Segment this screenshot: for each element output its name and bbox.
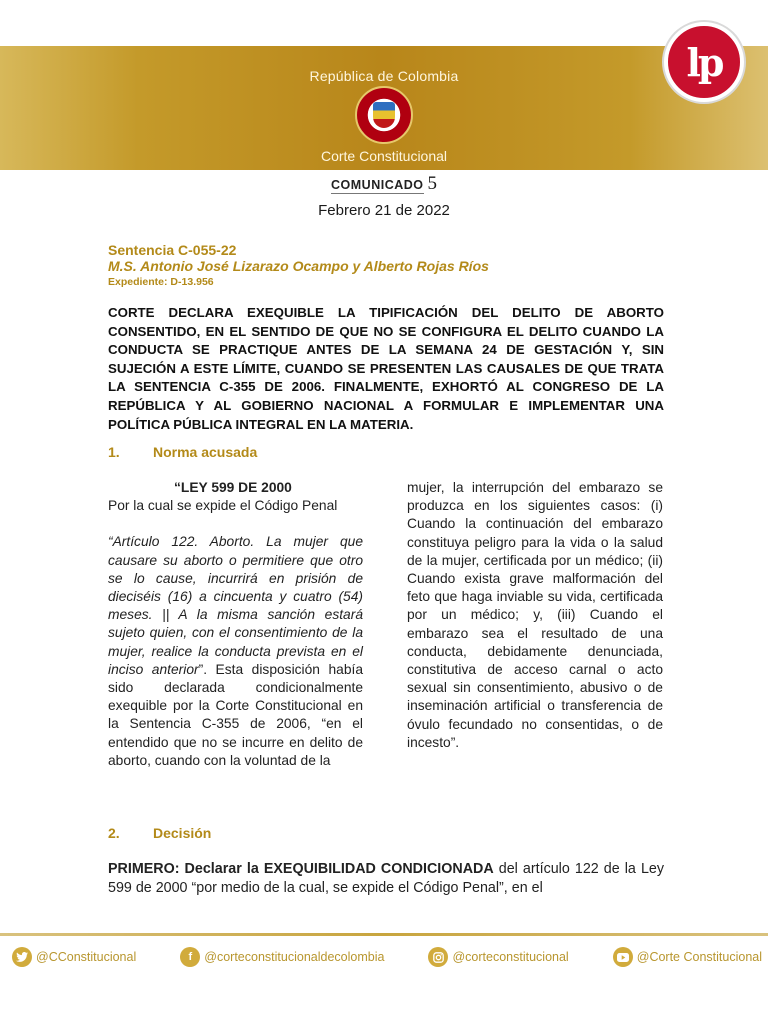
decision-lead: PRIMERO: Declarar la EXEQUIBILIDAD CONDICIONADA xyxy=(108,861,494,877)
article-rest: ”. Esta disposición había sido declarada condicionalmente exequible por la Corte Constitucional en la Sentencia C-355 de 2006, “en el entendido que no se incurre en delito de aborto, cuando con la voluntad de la xyxy=(108,661,363,768)
section-1-number: 1. xyxy=(108,444,120,460)
decision-paragraph xyxy=(108,860,664,898)
law-subtitle: Por la cual se expide el Código Penal xyxy=(108,498,338,514)
youtube-icon xyxy=(613,947,633,967)
decision-text: del artículo 122 de la Ley 599 de 2000 “por medio de la cual, se expide el Código Penal”, en el xyxy=(108,861,665,896)
article-italic: “Artículo 122. Aborto. La mujer que causare su aborto o permitiere que otro se lo cause, incurrirá en prisión de dieciséis (16) a cincuenta y cuatro (54) meses. || A la misma sanción estará sujeto quien, con el consentimiento de la mujer, realice la conducta prevista en el inciso anterior xyxy=(108,534,363,677)
twitter-handle: @CConstitucional xyxy=(36,950,137,964)
section-2-heading xyxy=(108,825,211,841)
footer-social xyxy=(12,945,762,969)
headline: CORTE DECLARA EXEQUIBLE LA TIPIFICACIÓN DEL DELITO DE ABORTO CONSENTIDO, EN EL SENTIDO DE QUE NO SE CONFIGURA EL DELITO CUANDO LA CONDUCTA SE PRACTIQUE ANTES DE LA SEMANA 24 DE GESTACIÓN Y, SIN SUJECIÓN A ESTE LÍMITE, CUANDO SE PRESENTEN LAS CAUSALES DE QUE TRATA LA SENTENCIA C-355 DE 2006. FINALMENTE, EXHORTÓ AL CONGRESO DE LA REPÚBLICA Y AL GOBIERNO NACIONAL A FORMULAR E IMPLEMENTAR UNA POLÍTICA PÚBLICA INTEGRAL EN LA MATERIA. xyxy=(108,305,664,432)
institution-name: Corte Constitucional xyxy=(320,148,448,164)
left-column xyxy=(108,479,363,770)
youtube-handle: @Corte Constitucional xyxy=(636,950,762,964)
section-1-title: Norma acusada xyxy=(153,444,258,460)
footer-facebook[interactable] xyxy=(180,947,384,967)
comunicado-number: 5 xyxy=(427,173,437,194)
footer-youtube[interactable] xyxy=(613,947,762,967)
footer-instagram[interactable] xyxy=(428,947,568,967)
comunicado-heading xyxy=(0,173,768,195)
expediente: Expediente: D-13.956 xyxy=(108,276,214,288)
facebook-handle: @corteconstitucionaldecolombia xyxy=(204,950,385,964)
article-text xyxy=(108,533,363,770)
section-2-number: 2. xyxy=(108,825,120,841)
publication-date: Febrero 21 de 2022 xyxy=(318,202,450,219)
right-column xyxy=(407,479,663,752)
footer-twitter[interactable] xyxy=(12,947,136,967)
twitter-icon xyxy=(12,947,32,967)
lp-logo: lp xyxy=(664,22,744,102)
country-name: República de Colombia xyxy=(309,68,459,84)
right-column-text: mujer, la interrupción del embarazo se produzca en los siguientes casos: (i) Cuando la continuación del embarazo constituya peligro para la vida o la salud de la mujer, certificada por un médico; (ii) Cuando exista grave malformación del feto que haga inviable su vida, certificada por un médico; y, (iii) Cuando el embarazo sea el resultado de una conducta, debidamente denunciada, constitutiva de acceso carnal o acto sexual sin consentimiento, abusivo o de inseminación artificial o transferencia de óvulo fecundado no consentidas, o de incesto”. xyxy=(407,480,663,750)
instagram-icon xyxy=(428,947,448,967)
magistrates: M.S. Antonio José Lizarazo Ocampo y Alberto Rojas Ríos xyxy=(108,258,489,274)
instagram-handle: @corteconstitucional xyxy=(452,950,569,964)
court-seal-icon xyxy=(355,86,413,144)
footer-divider xyxy=(0,933,768,936)
header-banner xyxy=(0,46,768,170)
law-title: “LEY 599 DE 2000 xyxy=(174,480,292,495)
sentencia-id: Sentencia C-055-22 xyxy=(108,242,237,258)
facebook-icon: f xyxy=(180,947,200,967)
comunicado-label: COMUNICADO xyxy=(331,178,424,192)
section-2-title: Decisión xyxy=(153,825,212,841)
section-1-heading xyxy=(108,444,257,460)
